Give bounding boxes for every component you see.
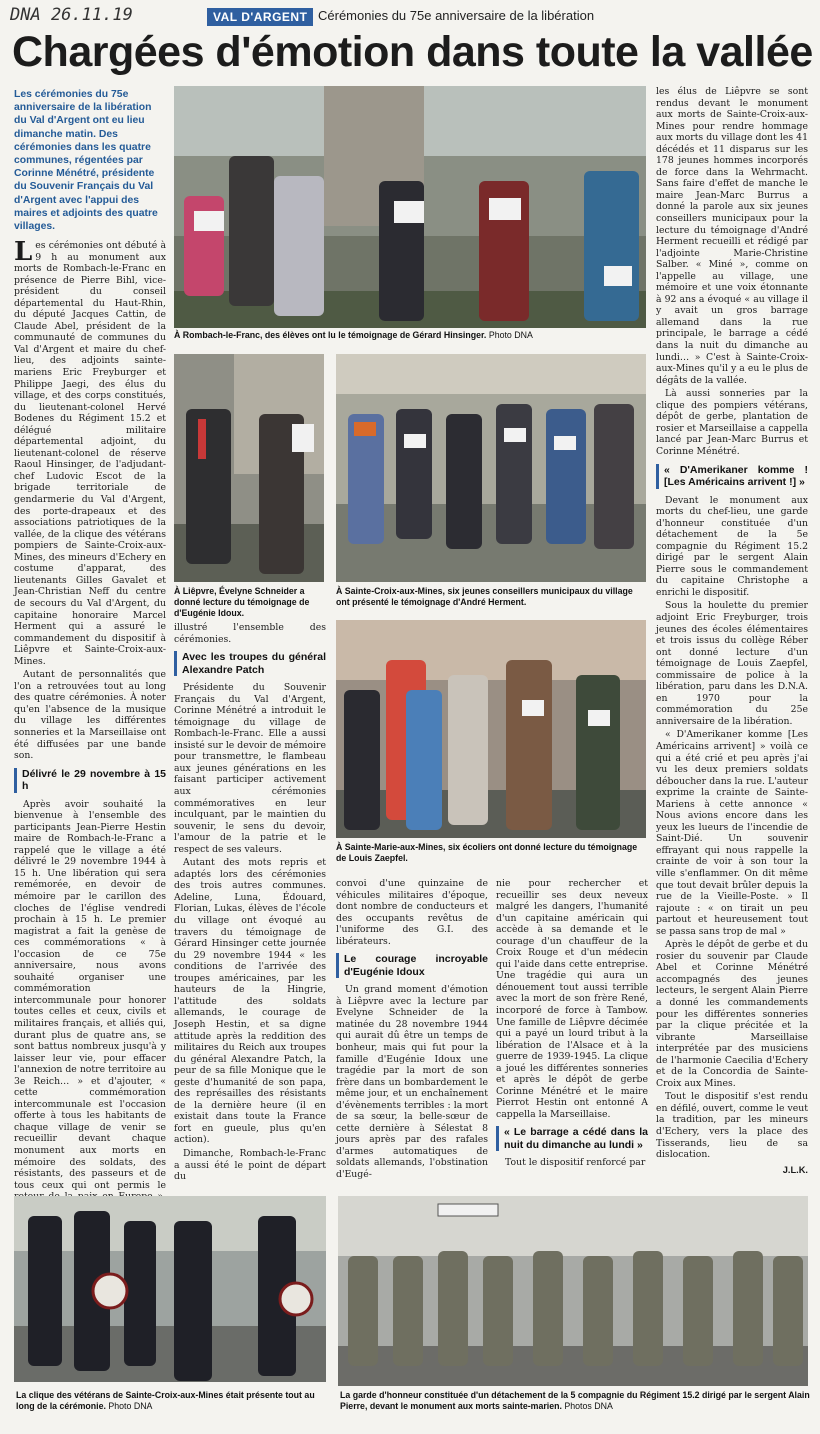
col1-paragraph: es cérémonies ont débuté à 9 h au monument aux morts de Rombach-le-Franc en présence de Pierre Bihl, vice-président du conseil départemental du Haut-Rhin, du député Jacques Cattin, de Claude Abel, président de la communauté de communes du Val d'Argent et maire du chef-lieu, des adjoints sainte-mariens Eric Freyburger et Philippe Jaegi, des élus du village, et des corps constitués, du lieutenant-colonel Hervé Bodenes du Régiment 15.2 et délégué militaire départemental adjoint, du lieutenant-colonel de réserve Raoul Hinsinger, de l'adjudant-chef Ludovic Escot de la brigade territoriale de gendarmerie du Val d'Argent, des porte-drapeaux et des associations patriotiques de la vallée, de la clique des vétérans pompiers de Sainte-Croix-aux-Mines, des mineurs d'Echery en costume d'apparat, des lieutenants Gilles Gavalet et Jean-Christian Neff du centre de secours du Val d'Argent, du capitaine honoraire Marcel Herment qui a assuré le commandement du dispositif à Liêpvre et Sainte-Croix-aux-Mines. (14, 240, 166, 667)
subheading-eugenie: Le courage incroyable d'Eugénie Idoux (336, 953, 488, 978)
handwritten-date-note: DNA 26.11.19 (10, 5, 133, 25)
col2-paragraph: Dimanche, Rombach-le-Franc a aussi été le point de départ du (174, 1147, 326, 1183)
photo-rombach-students (174, 86, 646, 328)
col4-paragraph: Tout le dispositif renforcé par (505, 1157, 646, 1169)
subheading-barrage: « Le barrage a cédé dans la nuit du dimanche au lundi » (496, 1126, 648, 1151)
col2-paragraph: Autant des mots repris et adaptés lors des cérémonies des trois autres communes. Adeline, Luna, Édouard, Florian, Lukas, élèves de l'école du village ont évoqué au travers du témoignage de Gérard Hinsinger cette journée du 29 novembre 1944 « les conditions de l'arrivée des troupes américaines, par les hauteurs de la Hingrie, l'attitude des soldats allemands, le courage de Joseph Hestin, et sa digne attitude après la reddition des militaires du Reich aux troupes du général Alexandre Patch, la peur de sa fille Monique que le geste d'humanité de son papa, des représailles des résistants de la dernière heure (il en existait dans toute la France fort en gueule, plus qu'en action). (174, 857, 326, 1146)
headline: Chargées d'émotion dans toute la vallée (12, 28, 813, 76)
col5-paragraph: Devant le monument aux morts du chef-lieu, une garde d'honneur constituée d'un détachement de la 5e compagnie du Régiment 15.2 dirigé par le sergent Alain Pierre sous le commandement du capitaine Christophe a enrichi le dispositif. (656, 494, 808, 598)
subheading-patch: Avec les troupes du général Alexandre Patch (174, 651, 326, 676)
section-subtitle: Cérémonies du 75e anniversaire de la libération (318, 8, 595, 23)
col5-paragraph: les élus de Liêpvre se sont rendus devant le monument aux morts de Sainte-Croix-aux-Mines pour rendre hommage aux morts du village dont les 41 décédés et 11 disparus sur les 178 jeunes hommes incorporés de force dans la Wehrmacht. Sans faire d'effet de manche le maire Jean-Marc Burrus a donné la parole aux six jeunes conseillers municipaux pour la lecture du témoignage d'André Herment recueilli et rédigé par l'adjointe Marie-Christine Salber. « Miné », comme on l'appelle au village, une mémoire et une voix étonnante à 92 ans a évoqué « au village il y avait un gros barrage allemand dans la rue principale, le barrage a cédé dans la nuit du dimanche au lundi… » C'est à Sainte-Croix-aux-Mines qu'il y a eu le plus de dégâts de la vallée. (656, 86, 808, 386)
photo-caption-liepvre: À Liêpvre, Évelyne Schneider a donné lecture du témoignage de d'Eugénie Idoux. (174, 586, 310, 618)
photo-caption-sainte-marie: À Sainte-Marie-aux-Mines, six écoliers ont donné lecture du témoignage de Louis Zaepfel. (336, 842, 638, 863)
article-column-3 (336, 878, 488, 1183)
col1-paragraph: Autant de personnalités que l'on a retrouvées tout au long des quatre cérémonies. À noter qu'en l'absence de la musique du village les différentes sonneries et la Marseillaise ont été diffusées par une bande son. (14, 669, 166, 762)
author-signature: J.L.K. (782, 1164, 808, 1175)
col1-paragraph: Après avoir souhaité la bienvenue à l'ensemble des participants Jean-Pierre Hestin maire de Rombach-le-Franc a rappelé que le village a été délivré le 29 novembre 1944 à 15 h. Une libération qui sera remémorée, en devoir de mémoire par le carillon des cloches de l'église vendredi prochain à 15 h. Le premier magistrat a fait la genèse de ces commémorations « à l'occasion de ce 75e anniversaire, nous avons souhaité organiser une commémoration intercommunale pour honorer toutes celles et ceux, civils et militaires français, et alliés qui, durant plus de quatre ans, se sont battus nombreux jusqu'à y laisser leur vie, pour effacer l'annexion de notre territoire au 3e Reich… » et d'ajouter, « cette commémoration intercommunale est l'occasion offerte à tous les habitants de chaque village de venir se recueillir devant chaque monument aux morts en mémoire des soldats, des résistants, des passeurs et de tous ceux qui ont permis le (14, 798, 166, 1191)
photo-credit: Photo DNA (488, 330, 533, 340)
photo-caption-sainte-croix: À Sainte-Croix-aux-Mines, six jeunes conseillers municipaux du village ont présenté le témoignage d'André Herment. (336, 586, 633, 607)
col2-paragraph: illustré l'ensemble des cérémonies. (174, 622, 326, 645)
article-column-5 (656, 86, 808, 1178)
col3-paragraph: convoi d'une quinzaine de véhicules militaires d'époque, dont nombre de conducteurs et des occupants revêtus de l'uniforme des G.I. des libérateurs. (336, 878, 488, 947)
col5-paragraph: Là aussi sonneries par la clique des pompiers vétérans, dépôt de gerbe, plantation de rosier et Marseillaise a cappella lancé par Jean-Marc Burrus et Corinne Ménétré. (656, 388, 808, 457)
subheading-amerikaner: « D'Amerikaner komme ! [Les Américains arrivent !] » (656, 464, 808, 489)
col5-paragraph: Tout le dispositif s'est rendu en défilé, ouvert, comme le veut la tradition, par les mineurs d'Echery, vers la place des Tisserands, lieu de sa dislocation. (656, 1091, 808, 1161)
col5-paragraph: Sous la houlette du premier adjoint Eric Freyburger, trois jeunes des écoles élémentaires et trois issus du collège Réber ont donné lecture d'un témoignage de Louis Zaepfel, commissaire de police à la libération, paru dans les D.N.A. en 1970 pour la commémoration du 25e anniversaire de la libération. (656, 600, 808, 727)
photo-sainte-croix-councillors (336, 354, 646, 582)
article-column-2 (174, 622, 326, 1185)
photo-liepvre-reading (174, 354, 324, 582)
photo-honor-guard (338, 1196, 808, 1386)
article-column-1 (14, 237, 166, 1216)
col4-paragraph: nie pour rechercher et recueillir ses deux neveux malgré les dangers, l'humanité d'un capitaine américain qui accède à sa demande et le courage d'un chauffeur de la Croix Rouge et d'un médecin qui l'aide dans cette entreprise. Une tragédie qui aura un dénouement tout aussi terrible avec la mort de son frère René, incorporé de force à Tambow. Une famille de Liêpvre décimée qui a payé un lourd tribut à la libération de l'Alsace et à la guerre de 1939-1945. La clique a joué les différentes sonneries et après le dépôt de gerbe Corinne Ménétré et le maire Pierrot Hestin ont entonné A cappella la Marseillaise. (496, 878, 648, 1120)
drop-cap: L (14, 237, 33, 267)
col5-paragraph: « D'Amerikaner komme [Les Américains arrivent] » voilà ce qui a été crié et peu après j'ai vu les deux premiers soldats déboucher dans la rue. L'auteur exprime la crainte de Sainte-Mariens à cette annonce « Nous avions encore dans les yeux les lueurs de l'incendie de Saint-Dié. Un souvenir effrayant qui nous rappelle la crainte de voir à son tour la ville s'enflammer. On dit même que tout devait brûler depuis la rue de la Vieille-Poste. » Il rajoute : « on tirait un peu partout et heureusement tout se passa sans trop de mal » (656, 729, 808, 937)
photo-credit: Photos DNA (564, 1401, 613, 1411)
col2-paragraph: Présidente du Souvenir Français du Val d'Argent, Corinne Ménétré a introduit le témoignage du village de Rombach-le-Franc. Elle a aussi insisté sur le devoir de mémoire pour transmettre, le flambeau aux jeunes générations en les faisant participer activement aux cérémonies commémoratives en leur inculquant, par le maintien du souvenir, le sens du devoir, l'amour de la patrie et le respect de ses valeurs. (174, 682, 326, 855)
photo-caption-garde: La garde d'honneur constituée d'un détachement de la 5 compagnie du Régiment 15.2 dirigé par le sergent Alain Pierre, devant le monument aux morts sainte-marien. Photos DNA (340, 1390, 810, 1411)
photo-caption-clique: La clique des vétérans de Sainte-Croix-aux-Mines était présente tout au long de la cérémonie. Photo DNA (16, 1390, 315, 1411)
photo-veterans-band (14, 1196, 326, 1382)
subheading-delivre: Délivré le 29 novembre à 15 h (14, 768, 166, 793)
photo-caption-rombach: À Rombach-le-Franc, des élèves ont lu le témoignage de Gérard Hinsinger. Photo DNA (174, 330, 533, 340)
photo-sainte-marie-schoolchildren (336, 620, 646, 838)
lead-paragraph: Les cérémonies du 75e anniversaire de la libération du Val d'Argent ont eu lieu dimanche matin. Des cérémonies dans les quatre communes, régentées par Corinne Ménétré, présidente du Souvenir Français du Val d'Argent avec l'appui des maires et adjoints des quatre villages. (14, 89, 158, 233)
section-kicker: VAL D'ARGENT (207, 8, 313, 26)
col3-paragraph: Un grand moment d'émotion à Liêpvre avec la lecture par Evelyne Schneider de la matinée du 28 novembre 1944 qui aurait dû être un temps de bonheur, mais qui fut pour la famille d'Eugénie Idoux une tragédie par la mort de son frère dans un bombardement le même jour, et un enchaînement d'évènements terribles : la mort de sa sœur, la belle-sœur de cette dernière à Sélestat 8 jours après par des rafales d'armes automatiques de soldats allemands, l'obstination d'Eugé- (336, 984, 488, 1181)
photo-credit: Photo DNA (108, 1401, 153, 1411)
col5-paragraph: Après le dépôt de gerbe et du rosier du souvenir par Claude Abel et Corinne Ménétré accompagnés des jeunes lecteurs, le sergent Alain Pierre a donné les commandements pour les différentes sonneries par la clique précitée et la vibrante Marseillaise interprétée par des musiciens de l'harmonie Caecilia d'Echery et de la Concordia de Sainte-Croix aux Mines. (656, 939, 808, 1089)
article-column-4 (496, 878, 648, 1171)
